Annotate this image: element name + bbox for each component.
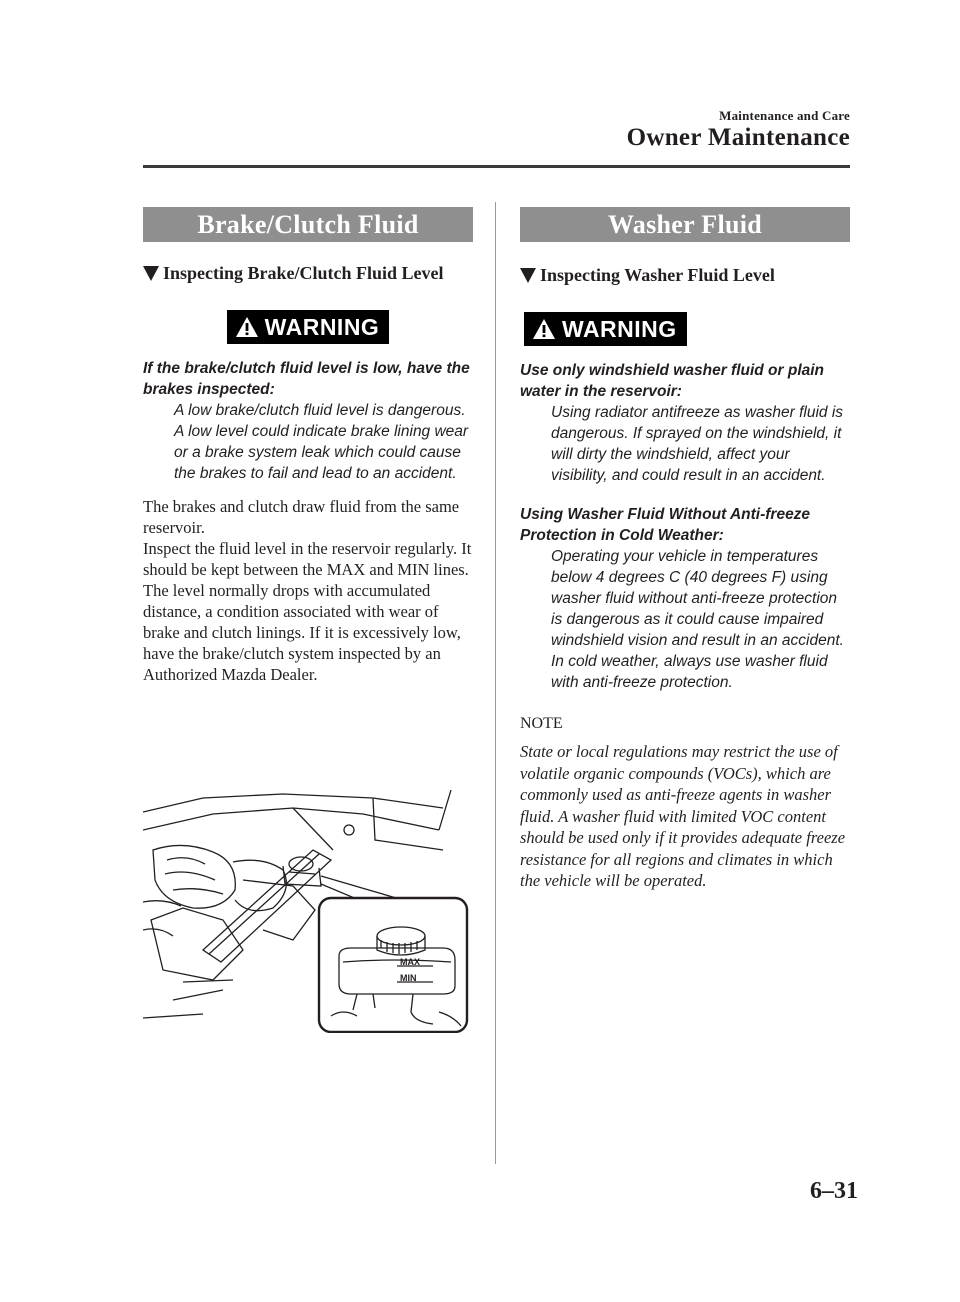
section-band-washer: Washer Fluid bbox=[520, 207, 850, 242]
warning-body-2: A low level could indicate brake lining wear or a brake system leak which could cause the brakes to fail and lead to an accident. bbox=[174, 423, 469, 482]
right-column bbox=[520, 207, 850, 892]
left-column bbox=[143, 207, 473, 685]
subheading-washer bbox=[520, 264, 850, 286]
warning-text: WARNING bbox=[264, 313, 380, 340]
subheading-text: Inspecting Brake/Clutch Fluid Level bbox=[163, 263, 444, 283]
warning-lead: If the brake/clutch fluid level is low, have the brakes inspected: bbox=[143, 360, 470, 398]
warning-lead: Using Washer Fluid Without Anti-freeze Protection in Cold Weather: bbox=[520, 506, 811, 544]
warning-text: WARNING bbox=[562, 315, 677, 342]
note-body: State or local regulations may restrict the use of volatile organic compounds (VOCs), which are commonly used as anti-freeze agents in washer fluid. A washer fluid with limited VOC content should be used only if it provides adequate freeze resistance for all regions and climates in which the vehicle will be operated. bbox=[520, 742, 846, 890]
warning-lead: Use only windshield washer fluid or plain water in the reservoir: bbox=[520, 362, 825, 400]
max-label: MAX bbox=[400, 957, 420, 967]
body-paragraph: The brakes and clutch draw fluid from the same reservoir. bbox=[143, 497, 460, 537]
column-divider bbox=[495, 202, 496, 1164]
section-band-brake-clutch: Brake/Clutch Fluid bbox=[143, 207, 473, 242]
page-number: 6–31 bbox=[810, 1178, 858, 1204]
warning-body: Using radiator antifreeze as washer fluid is dangerous. If sprayed on the windshield, it will dirty the windshield, affect your visibility, and could result in an accident. bbox=[551, 404, 844, 484]
chapter-title: Owner Maintenance bbox=[626, 124, 850, 151]
min-label: MIN bbox=[400, 973, 417, 983]
triangle-bullet-icon bbox=[143, 266, 159, 281]
warning-triangle-icon bbox=[532, 318, 556, 340]
body-paragraph: The level normally drops with accumulated distance, a condition associated with wear of brake and clutch linings. If it is excessively low, have the brake/clutch system inspected by an Authorized Mazda Dealer. bbox=[143, 581, 461, 684]
subheading-text: Inspecting Washer Fluid Level bbox=[540, 265, 775, 285]
body-paragraph: Inspect the fluid level in the reservoir regularly. It should be kept between the MAX and MIN lines. bbox=[143, 539, 472, 579]
warning-label bbox=[227, 310, 390, 344]
header-rule bbox=[143, 165, 850, 168]
note-label: NOTE bbox=[520, 715, 563, 732]
brake-fluid-reservoir-illustration bbox=[143, 790, 469, 1033]
triangle-bullet-icon bbox=[520, 268, 536, 283]
warning-label bbox=[524, 312, 687, 346]
section-title: Maintenance and Care bbox=[719, 108, 850, 123]
warning-triangle-icon bbox=[235, 316, 259, 338]
warning-body: A low brake/clutch fluid level is dangerous. bbox=[174, 402, 466, 419]
warning-body: Operating your vehicle in temperatures below 4 degrees C (40 degrees F) using washer fluid without anti-freeze protection is dangerous as it could cause impaired windshield vision and result in an accident. In cold weather, always use washer fluid with anti-freeze protection. bbox=[551, 548, 844, 691]
subheading-brake-clutch bbox=[143, 262, 473, 284]
